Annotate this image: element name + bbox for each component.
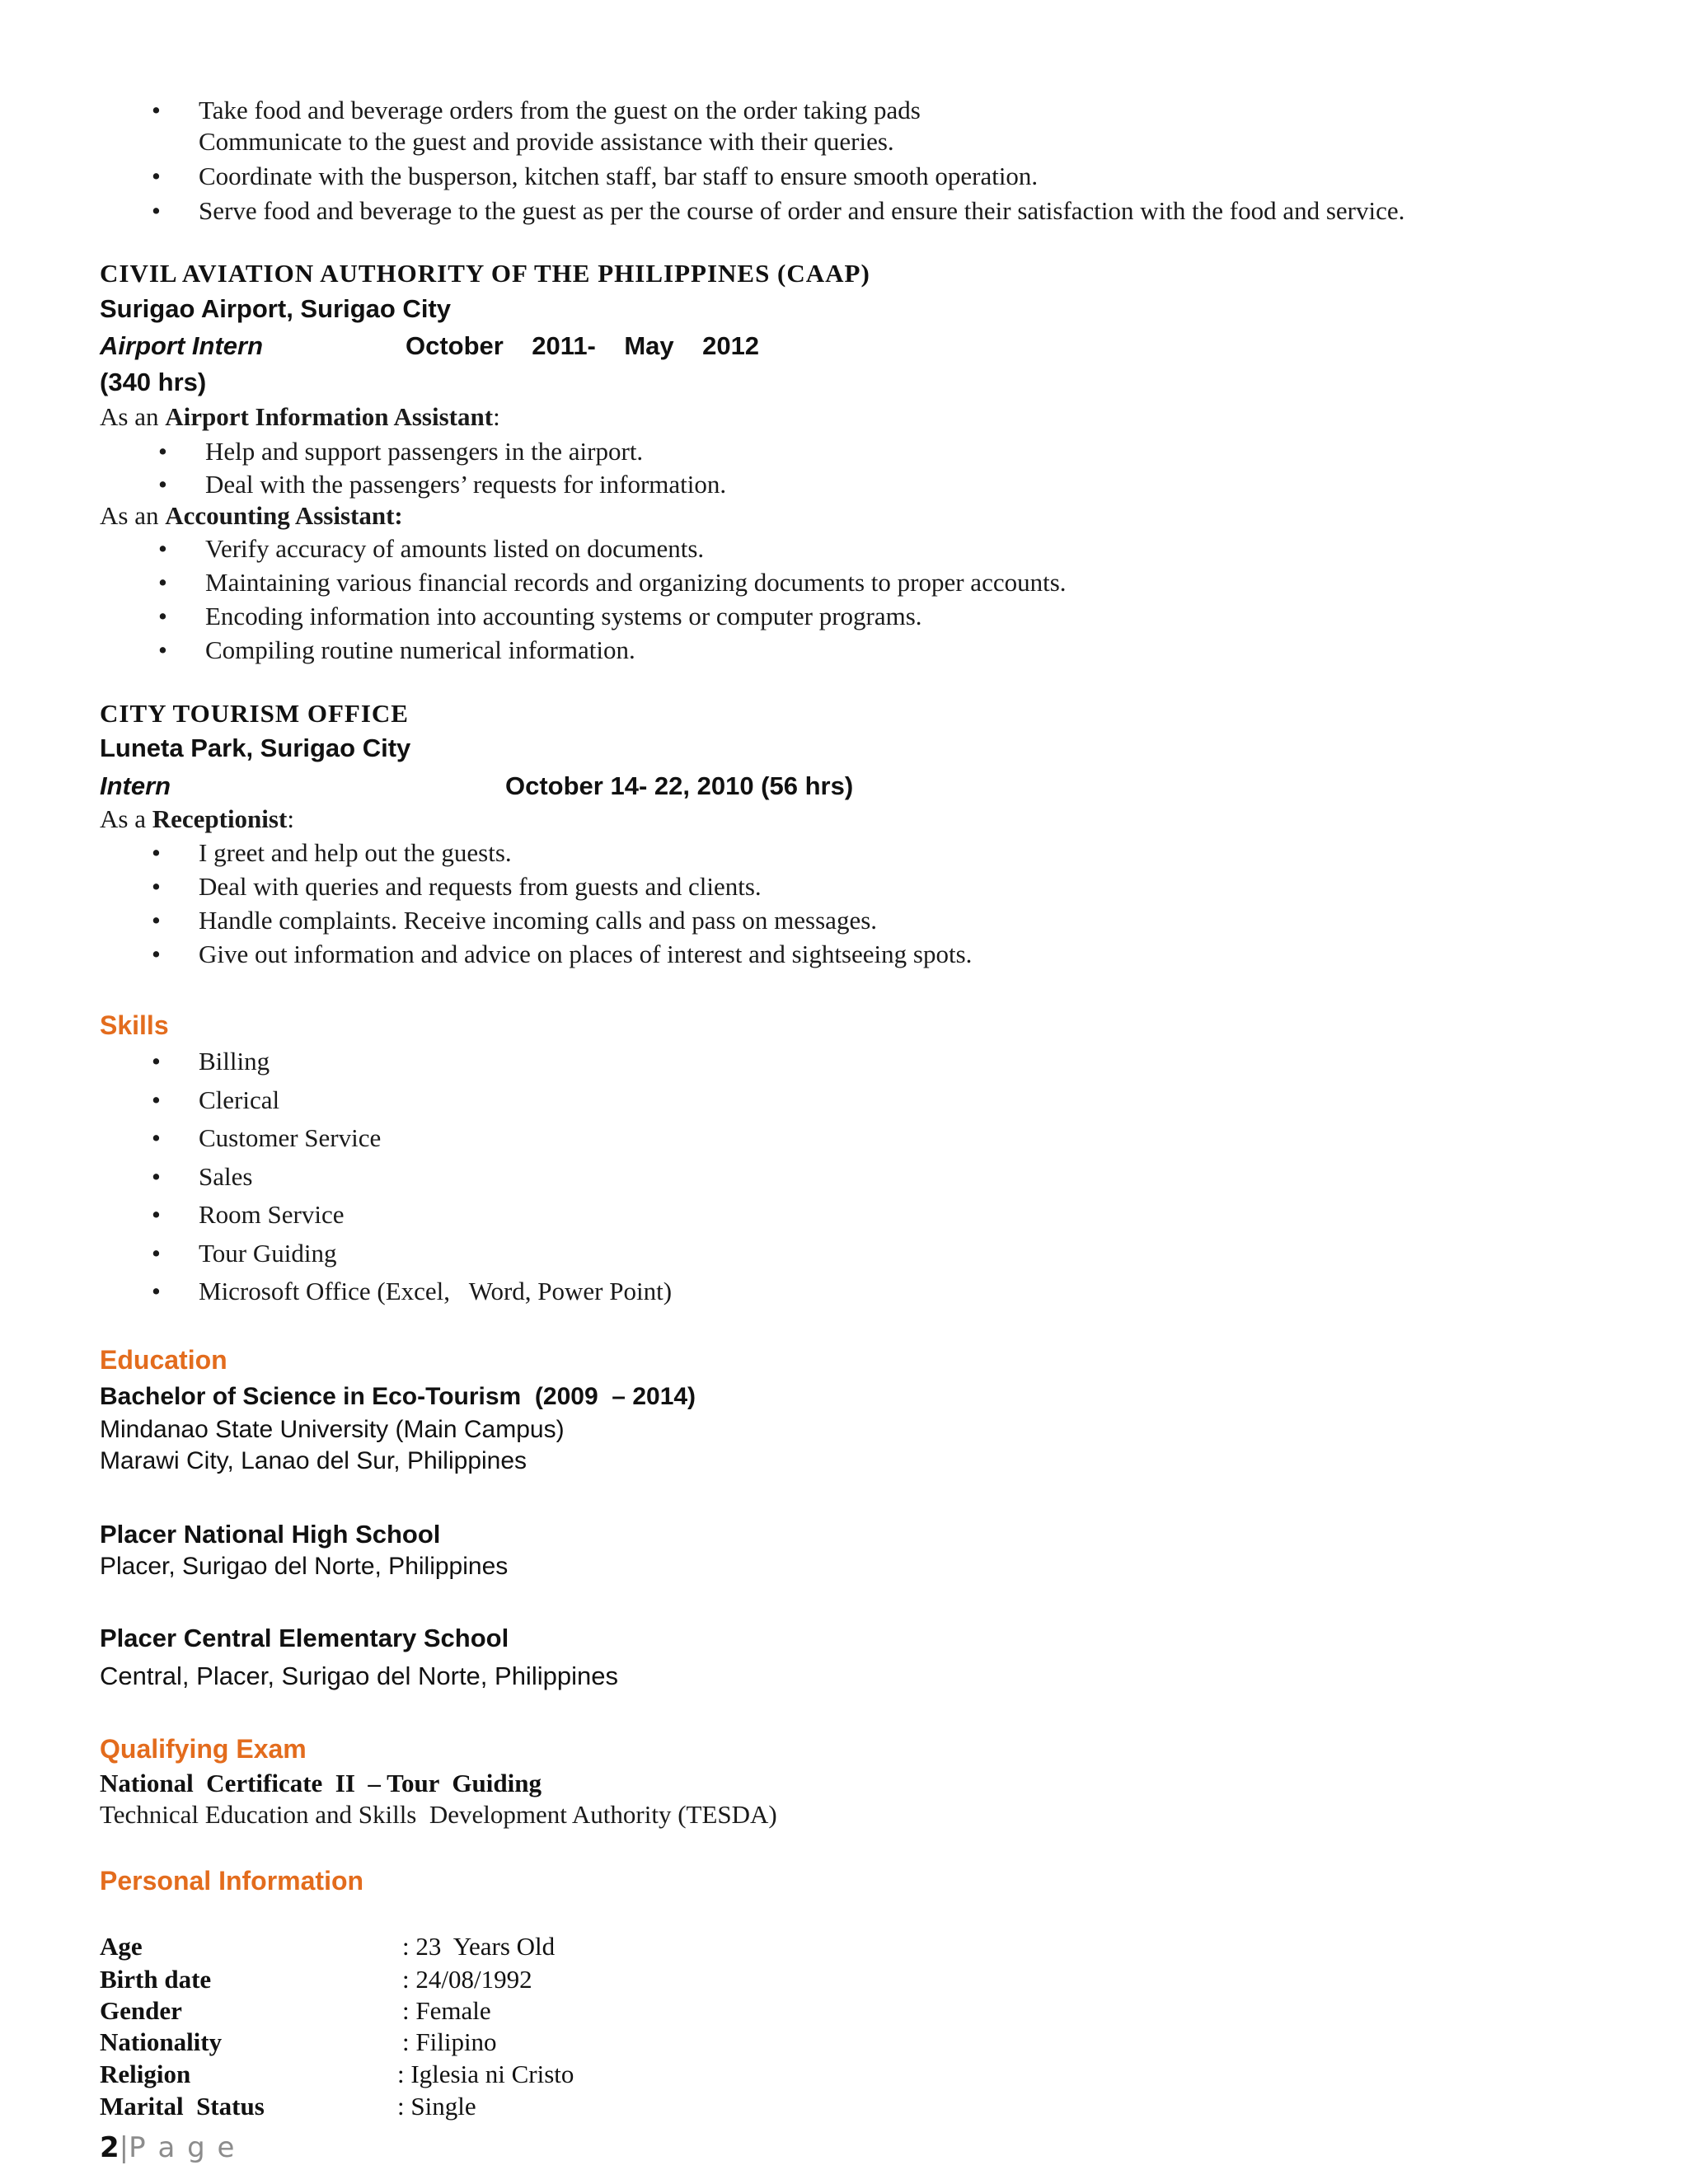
bullet-icon: • [152,196,161,225]
list-item: • Give out information and advice on places of interest and sightseeing spots. [152,940,973,968]
duties-list [158,437,727,503]
list-item: • Handle complaints. Receive incoming calls and pass on messages. [152,906,878,935]
elementary-location: Central, Placer, Surigao del Norte, Philippines [100,1661,618,1690]
page-footer [100,2131,236,2164]
bullet-icon: • [152,1238,161,1268]
section-heading-skills: Skills [100,1010,169,1040]
list-item: • Deal with queries and requests from guests and clients. [152,872,762,901]
personal-value: : Filipino [402,2027,497,2056]
list-item: • Billing [152,1047,270,1076]
list-item: • Deal with the passengers’ requests for information. [158,470,727,499]
list-item: • Serve food and beverage to the guest as per the course of order and ensure their satisfaction with the food and service. [152,196,1405,225]
job-role: Intern [100,771,171,800]
personal-value: : Single [397,2092,476,2121]
personal-label: Religion [100,2060,191,2088]
list-item: • Sales [152,1161,253,1191]
bullet-icon: • [152,1085,161,1114]
list-item: • Tour Guiding [152,1238,337,1268]
bullet-icon: • [158,568,167,597]
bullet-icon: • [152,940,161,968]
bullet-icon: • [152,96,161,124]
bullet-icon: • [158,635,167,664]
bullet-icon: • [152,1200,161,1229]
list-item: • Microsoft Office (Excel, Word, Power Point) [152,1277,673,1305]
job-dates: October 2011- May 2012 [406,331,760,360]
duties-list [158,534,1067,669]
section-heading-exam: Qualifying Exam [100,1734,307,1764]
personal-value: : Iglesia ni Cristo [397,2060,574,2088]
employer-name: CITY TOURISM OFFICE [100,699,409,728]
employer-name: CIVIL AVIATION AUTHORITY OF THE PHILIPPINES (CAAP) [100,259,870,288]
list-item: • Customer Service [152,1123,382,1152]
employer-location: Luneta Park, Surigao City [100,733,411,762]
list-item: • Coordinate with the busperson, kitchen staff, bar staff to ensure smooth operation. [152,162,1039,190]
bullet-icon: • [152,1161,161,1191]
personal-value: : 23 Years Old [402,1932,556,1961]
list-item: • Room Service [152,1200,345,1229]
bullet-icon: • [158,602,167,630]
employer-location: Surigao Airport, Surigao City [100,294,451,323]
list-item: • Verify accuracy of amounts listed on documents. [158,534,705,563]
page-word: P a g e [129,2131,237,2164]
list-item-continuation: Communicate to the guest and provide assistance with their queries. [199,127,894,156]
personal-label: Nationality [100,2027,223,2056]
skills-list [152,1047,673,1315]
certificate-issuer: Technical Education and Skills Development Authority (TESDA) [100,1800,777,1829]
bullet-icon: • [152,872,161,901]
list-item: • Clerical [152,1085,280,1114]
duties-list [152,96,1405,234]
bullet-icon: • [152,906,161,935]
personal-value: : 24/08/1992 [402,1965,532,1994]
role-heading: As a Receptionist: [100,804,294,833]
job-dates: October 14- 22, 2010 (56 hrs) [505,771,854,800]
page-number: 2 [100,2131,120,2164]
personal-label: Birth date [100,1965,212,1994]
list-item: • Help and support passengers in the airport. [158,437,644,466]
list-item: • Take food and beverage orders from the guest on the order taking pads [152,96,921,124]
list-item: • I greet and help out the guests. [152,838,512,867]
bullet-icon: • [152,838,161,867]
bullet-icon: • [158,470,167,499]
degree: Bachelor of Science in Eco-Tourism (2009 – 2014) [100,1383,696,1410]
duties-list [152,838,973,973]
university: Mindanao State University (Main Campus) [100,1416,565,1443]
university-location: Marawi City, Lanao del Sur, Philippines [100,1447,528,1474]
role-heading: As an Accounting Assistant: [100,501,403,530]
role-heading: As an Airport Information Assistant: [100,402,500,431]
elementary-school: Placer Central Elementary School [100,1624,509,1652]
high-school: Placer National High School [100,1520,441,1549]
bullet-icon: • [152,162,161,190]
list-item: • Compiling routine numerical information. [158,635,635,664]
section-heading-personal: Personal Information [100,1866,364,1896]
job-role: Airport Intern [100,331,264,360]
bullet-icon: • [158,437,167,466]
personal-value: : Female [402,1996,491,2025]
list-item: • Encoding information into accounting systems or computer programs. [158,602,922,630]
bullet-icon: • [152,1047,161,1076]
personal-label: Marital Status [100,2092,265,2121]
personal-label: Age [100,1932,143,1961]
section-heading-education: Education [100,1345,227,1375]
footer-separator: | [119,2131,129,2164]
bullet-icon: • [158,534,167,563]
personal-label: Gender [100,1996,182,2025]
list-item: • Maintaining various financial records and organizing documents to proper accounts. [158,568,1067,597]
bullet-icon: • [152,1277,161,1305]
certificate-title: National Certificate II – Tour Guiding [100,1769,542,1797]
job-hours: (340 hrs) [100,368,207,396]
bullet-icon: • [152,1123,161,1152]
high-school-location: Placer, Surigao del Norte, Philippines [100,1553,509,1580]
